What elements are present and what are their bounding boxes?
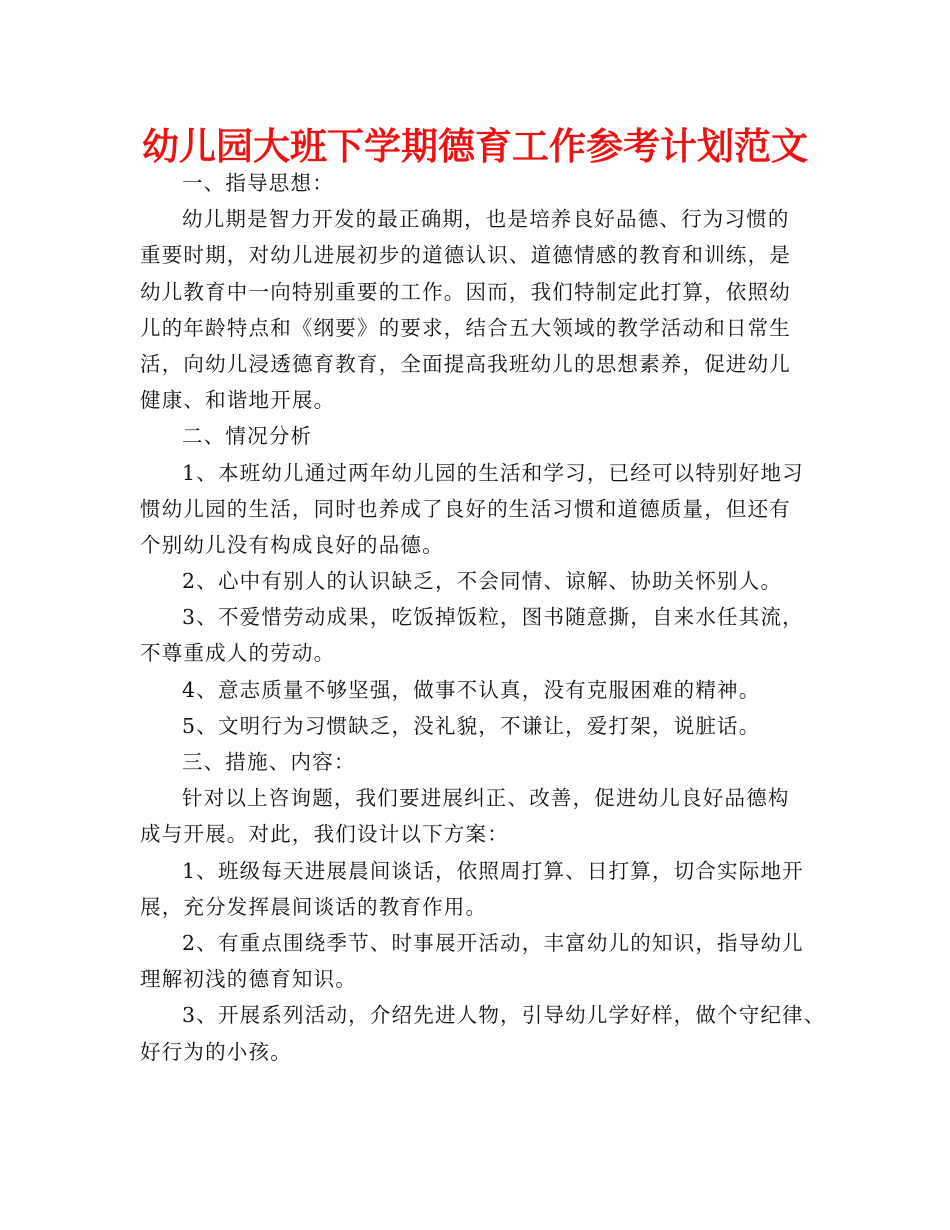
paragraph-line: 个别幼儿没有构成良好的品德。 bbox=[140, 532, 444, 557]
paragraph-line: 好行为的小孩。 bbox=[140, 1039, 292, 1064]
paragraph-line: 重要时期，对幼儿进展初步的道德认识、道德情感的教育和训练，是 bbox=[140, 243, 791, 268]
paragraph-line: 不尊重成人的劳动。 bbox=[140, 641, 336, 666]
paragraph-line: 展，充分发挥晨间谈话的教育作用。 bbox=[140, 894, 488, 919]
paragraph-line: 健康、和谐地开展。 bbox=[140, 388, 336, 413]
paragraph-line: 幼儿教育中一向特别重要的工作。因而，我们特制定此打算，依照幼 bbox=[140, 279, 791, 304]
paragraph-line: 针对以上咨询题，我们要进展纠正、改善，促进幼儿良好品德构 bbox=[182, 786, 790, 811]
document-body bbox=[140, 165, 840, 1070]
paragraph-line: 一、指导思想： bbox=[182, 171, 334, 195]
paragraph-line: 三、措施、内容： bbox=[182, 750, 356, 774]
paragraph-line: 幼儿期是智力开发的最正确期，也是培养良好品德、行为习惯的 bbox=[182, 207, 790, 232]
paragraph-line: 理解初浅的德育知识。 bbox=[140, 967, 357, 992]
paragraph-line: 惯幼儿园的生活，同时也养成了良好的生活习惯和道德质量，但还有 bbox=[140, 496, 791, 521]
paragraph-line: 3、不爱惜劳动成果，吃饭掉饭粒，图书随意撕，自来水任其流， bbox=[182, 605, 804, 630]
paragraph-line: 儿的年龄特点和《纲要》的要求，结合五大领域的教学活动和日常生 bbox=[140, 315, 791, 340]
paragraph-line: 活，向幼儿浸透德育教育，全面提高我班幼儿的思想素养，促进幼儿 bbox=[140, 351, 791, 376]
document-title: 幼儿园大班下学期德育工作参考计划范文 bbox=[142, 125, 808, 168]
paragraph-line: 5、文明行为习惯缺乏，没礼貌，不谦让，爱打架，说脏话。 bbox=[182, 713, 761, 738]
paragraph-line: 2、有重点围绕季节、时事展开活动，丰富幼儿的知识，指导幼儿 bbox=[182, 930, 804, 955]
paragraph-line: 1、班级每天进展晨间谈话，依照周打算、日打算，切合实际地开 bbox=[182, 858, 804, 883]
paragraph-line: 成与开展。对此，我们设计以下方案： bbox=[140, 822, 509, 847]
paragraph-line: 1、本班幼儿通过两年幼儿园的生活和学习，已经可以特别好地习 bbox=[182, 460, 804, 485]
paragraph-line: 3、开展系列活动，介绍先进人物，引导幼儿学好样，做个守纪律、 bbox=[182, 1003, 826, 1028]
paragraph-line: 4、意志质量不够坚强，做事不认真，没有克服困难的精神。 bbox=[182, 677, 761, 702]
paragraph-line: 二、情况分析 bbox=[182, 424, 313, 449]
paragraph-line: 2、心中有别人的认识缺乏，不会同情、谅解、协助关怀别人。 bbox=[182, 569, 783, 594]
